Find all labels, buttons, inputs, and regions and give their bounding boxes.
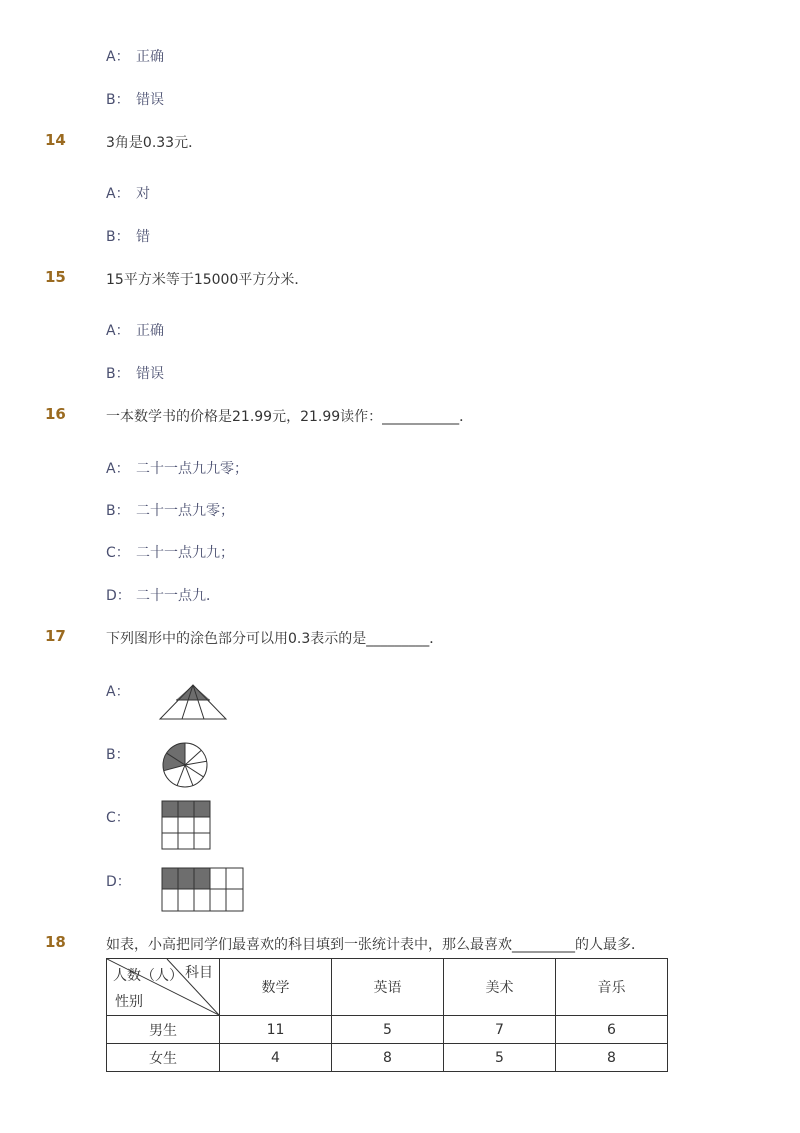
question-text: 15平方米等于15000平方分米． [106,272,309,288]
option-text: 对 [136,186,150,202]
question-number: 16 [45,405,66,423]
triangle-figure [158,683,230,723]
option-b[interactable] [106,500,234,520]
question-number: 14 [45,131,66,149]
shaded-region [162,801,210,817]
table-cell: 6 [556,1016,668,1044]
option-text: 正确 [136,49,164,65]
option-label: D： [106,874,131,890]
question-text: 下列图形中的涂色部分可以用0.3表示的是_________． [106,631,444,647]
option-text: 二十一点九． [136,588,220,604]
row-label: 男生 [107,1016,220,1044]
question-number: 18 [45,933,66,951]
table-cell: 8 [332,1044,444,1072]
circle-figure [161,741,211,791]
option-text: 二十一点九九； [136,545,234,561]
option-label: C： [106,810,130,826]
option-text: 二十一点九九零； [136,461,248,477]
option-label: B： [106,366,130,382]
question-text: 3角是0.33元． [106,135,203,151]
option-label: A： [106,323,130,339]
option-text: 正确 [136,323,164,339]
option-label: A： [106,186,130,202]
option-a[interactable] [106,458,248,478]
question-number: 17 [45,627,66,645]
option-b[interactable] [106,363,164,383]
option-label: B： [106,229,130,245]
corner-label-count: 人数（人） [113,968,183,984]
option-text: 二十一点九零； [136,503,234,519]
table-header-row [107,959,668,1016]
option-a[interactable] [106,183,150,203]
column-header: 英语 [332,959,444,1016]
corner-label-gender: 性别 [115,994,143,1010]
question-text: 一本数学书的价格是21.99元，21.99读作：___________． [106,409,474,425]
shaded-region [163,743,185,771]
option-label: A： [106,49,130,65]
grid-3x3-figure [161,800,213,852]
option-a[interactable] [106,681,136,701]
column-header: 美术 [444,959,556,1016]
option-label: C： [106,545,130,561]
corner-label-subject: 科目 [185,965,213,981]
question-number: 15 [45,268,66,286]
table-row [107,1016,668,1044]
column-header: 音乐 [556,959,668,1016]
option-b[interactable] [106,744,136,764]
column-header: 数学 [220,959,332,1016]
option-label: B： [106,503,130,519]
option-label: B： [106,747,130,763]
option-label: D： [106,588,131,604]
statistics-table [106,958,668,1072]
table-cell: 8 [556,1044,668,1072]
shaded-region [162,868,210,889]
question-text: 如表，小高把同学们最喜欢的科目填到一张统计表中，那么最喜欢_________的人最多． [106,937,645,953]
option-label: B： [106,92,130,108]
table-cell: 5 [444,1044,556,1072]
option-b[interactable] [106,89,164,109]
option-a[interactable] [106,320,164,340]
option-c[interactable] [106,542,234,562]
table-row [107,1044,668,1072]
table-cell: 7 [444,1016,556,1044]
option-a[interactable] [106,46,164,66]
table-cell: 11 [220,1016,332,1044]
grid-5x2-figure [161,867,245,913]
option-label: A： [106,461,130,477]
option-b[interactable] [106,226,150,246]
option-d[interactable] [106,585,220,605]
option-text: 错误 [136,92,164,108]
option-c[interactable] [106,807,136,827]
option-text: 错误 [136,366,164,382]
option-text: 错 [136,229,150,245]
table-corner-cell [107,959,220,1016]
row-label: 女生 [107,1044,220,1072]
table-cell: 4 [220,1044,332,1072]
option-label: A： [106,684,130,700]
table-cell: 5 [332,1016,444,1044]
option-d[interactable] [106,871,136,891]
